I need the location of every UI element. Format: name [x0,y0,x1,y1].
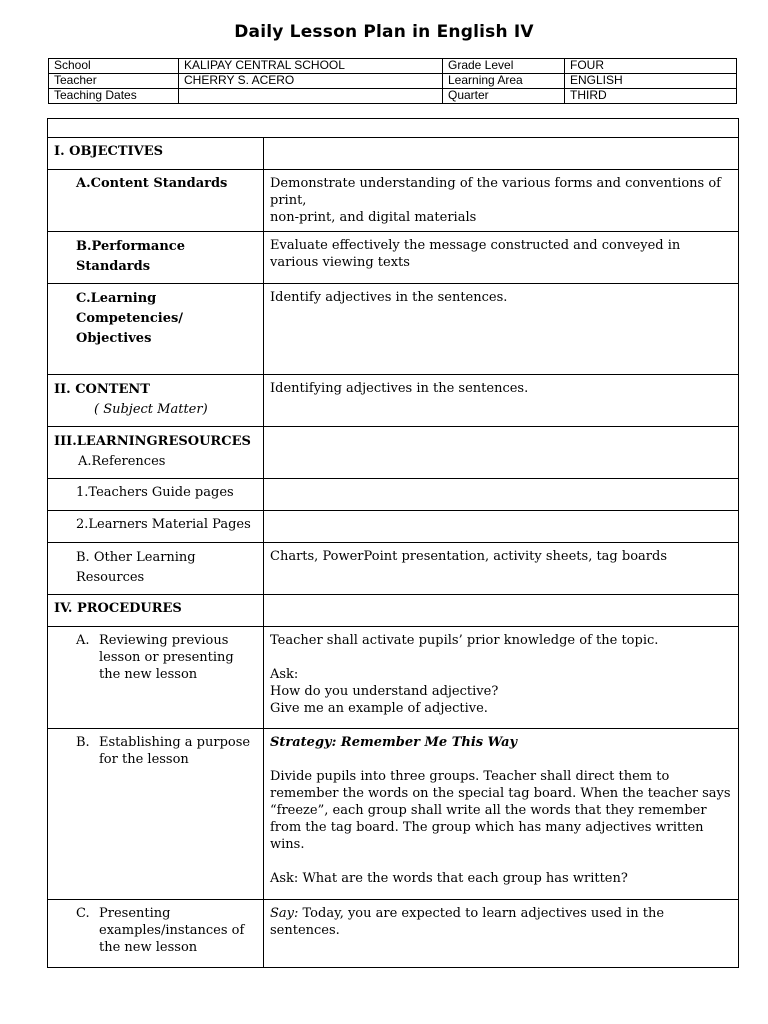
table-row [48,170,739,232]
content-heading-text: II. CONTENT [54,382,150,397]
resources-heading [48,427,264,479]
dates-label: Teaching Dates [49,89,179,104]
competencies-text: Identify adjectives in the sentences. [264,284,739,375]
procedure-c-label [48,900,264,968]
procedure-b-label [48,729,264,900]
table-row [48,595,739,627]
quarter-value: THIRD [565,89,737,104]
grade-label: Grade Level [443,59,565,74]
subject-matter-label: ( Subject Matter) [94,402,208,417]
procedure-a-question-1: How do you understand adjective? [270,684,499,699]
learners-material-label: 2.Learners Material Pages [48,511,264,543]
header-row [49,74,737,89]
competencies-line-1: C.Learning [76,291,157,306]
procedure-a-title: Reviewing previous lesson or presenting the new lesson [99,633,234,682]
procedure-c-title: Presenting examples/instances of the new lesson [99,906,245,955]
other-resources-line-1: B. Other Learning [76,550,196,565]
competencies-line-3: Objectives [76,331,152,346]
page-title: Daily Lesson Plan in English IV [234,22,534,42]
table-row [48,232,739,284]
table-row [48,627,739,729]
header-info-table [48,58,737,104]
table-row [48,479,739,511]
procedure-b-body: Divide pupils into three groups. Teacher shall direct them to remember the words on the special tag board. When the teacher says “freeze”, each group shall write all the words that they remember from the tag board. The group which has many adjectives written wins. [270,769,731,852]
empty-cell [264,479,739,511]
procedure-b-strategy: Strategy: Remember Me This Way [270,735,518,750]
table-row [48,543,739,595]
other-resources-line-2: Resources [76,570,145,585]
procedure-b-text [264,729,739,900]
other-resources-label [48,543,264,595]
procedure-c-text [264,900,739,968]
blank-top-cell [48,119,739,138]
competencies-line-2: Competencies/ [76,311,184,326]
grade-value: FOUR [565,59,737,74]
content-standards-line-2: non-print, and digital materials [270,210,477,225]
performance-standards-line-1: B.Performance [76,239,185,254]
content-standards-text [264,170,739,232]
empty-cell [264,595,739,627]
content-standards-label: A.Content Standards [48,170,264,232]
table-row [48,511,739,543]
table-row [48,138,739,170]
performance-standards-text: Evaluate effectively the message constructed and conveyed in various viewing texts [264,232,739,284]
resources-heading-text: III.LEARNINGRESOURCES [54,434,251,449]
performance-standards-label [48,232,264,284]
teacher-label: Teacher [49,74,179,89]
procedure-c-body: Today, you are expected to learn adjectives used in the sentences. [270,906,665,938]
procedure-a-ask: Ask: [270,667,299,682]
empty-cell [264,138,739,170]
performance-standards-line-2: Standards [76,259,151,274]
objectives-heading: I. OBJECTIVES [48,138,264,170]
procedure-a-label [48,627,264,729]
dates-value [179,89,443,104]
procedure-a-question-2: Give me an example of adjective. [270,701,488,716]
empty-cell [264,511,739,543]
table-row [48,284,739,375]
table-row [48,427,739,479]
school-label: School [49,59,179,74]
empty-cell [264,427,739,479]
content-standards-line-1: Demonstrate understanding of the various forms and conventions of print, [270,176,721,208]
procedure-c-say: Say: [270,906,299,921]
content-heading [48,375,264,427]
table-row [48,900,739,968]
lesson-plan-table [47,118,739,968]
other-resources-text: Charts, PowerPoint presentation, activity sheets, tag boards [264,543,739,595]
header-row [49,89,737,104]
quarter-label: Quarter [443,89,565,104]
header-row [49,59,737,74]
procedure-b-title: Establishing a purpose for the lesson [99,735,251,767]
procedure-b-letter: B. [76,735,90,750]
procedure-c-letter: C. [76,906,90,921]
competencies-label [48,284,264,375]
procedure-a-letter: A. [76,633,90,648]
table-row [48,375,739,427]
area-label: Learning Area [443,74,565,89]
school-value: KALIPAY CENTRAL SCHOOL [179,59,443,74]
procedures-heading: IV. PROCEDURES [48,595,264,627]
procedure-b-ask: Ask: What are the words that each group has written? [270,871,628,886]
area-value: ENGLISH [565,74,737,89]
table-row [48,119,739,138]
references-label: A.References [78,454,166,469]
procedure-a-line-1: Teacher shall activate pupils’ prior knowledge of the topic. [270,633,659,648]
table-row [48,729,739,900]
content-text: Identifying adjectives in the sentences. [264,375,739,427]
procedure-a-text [264,627,739,729]
teacher-value: CHERRY S. ACERO [179,74,443,89]
teachers-guide-label: 1.Teachers Guide pages [48,479,264,511]
